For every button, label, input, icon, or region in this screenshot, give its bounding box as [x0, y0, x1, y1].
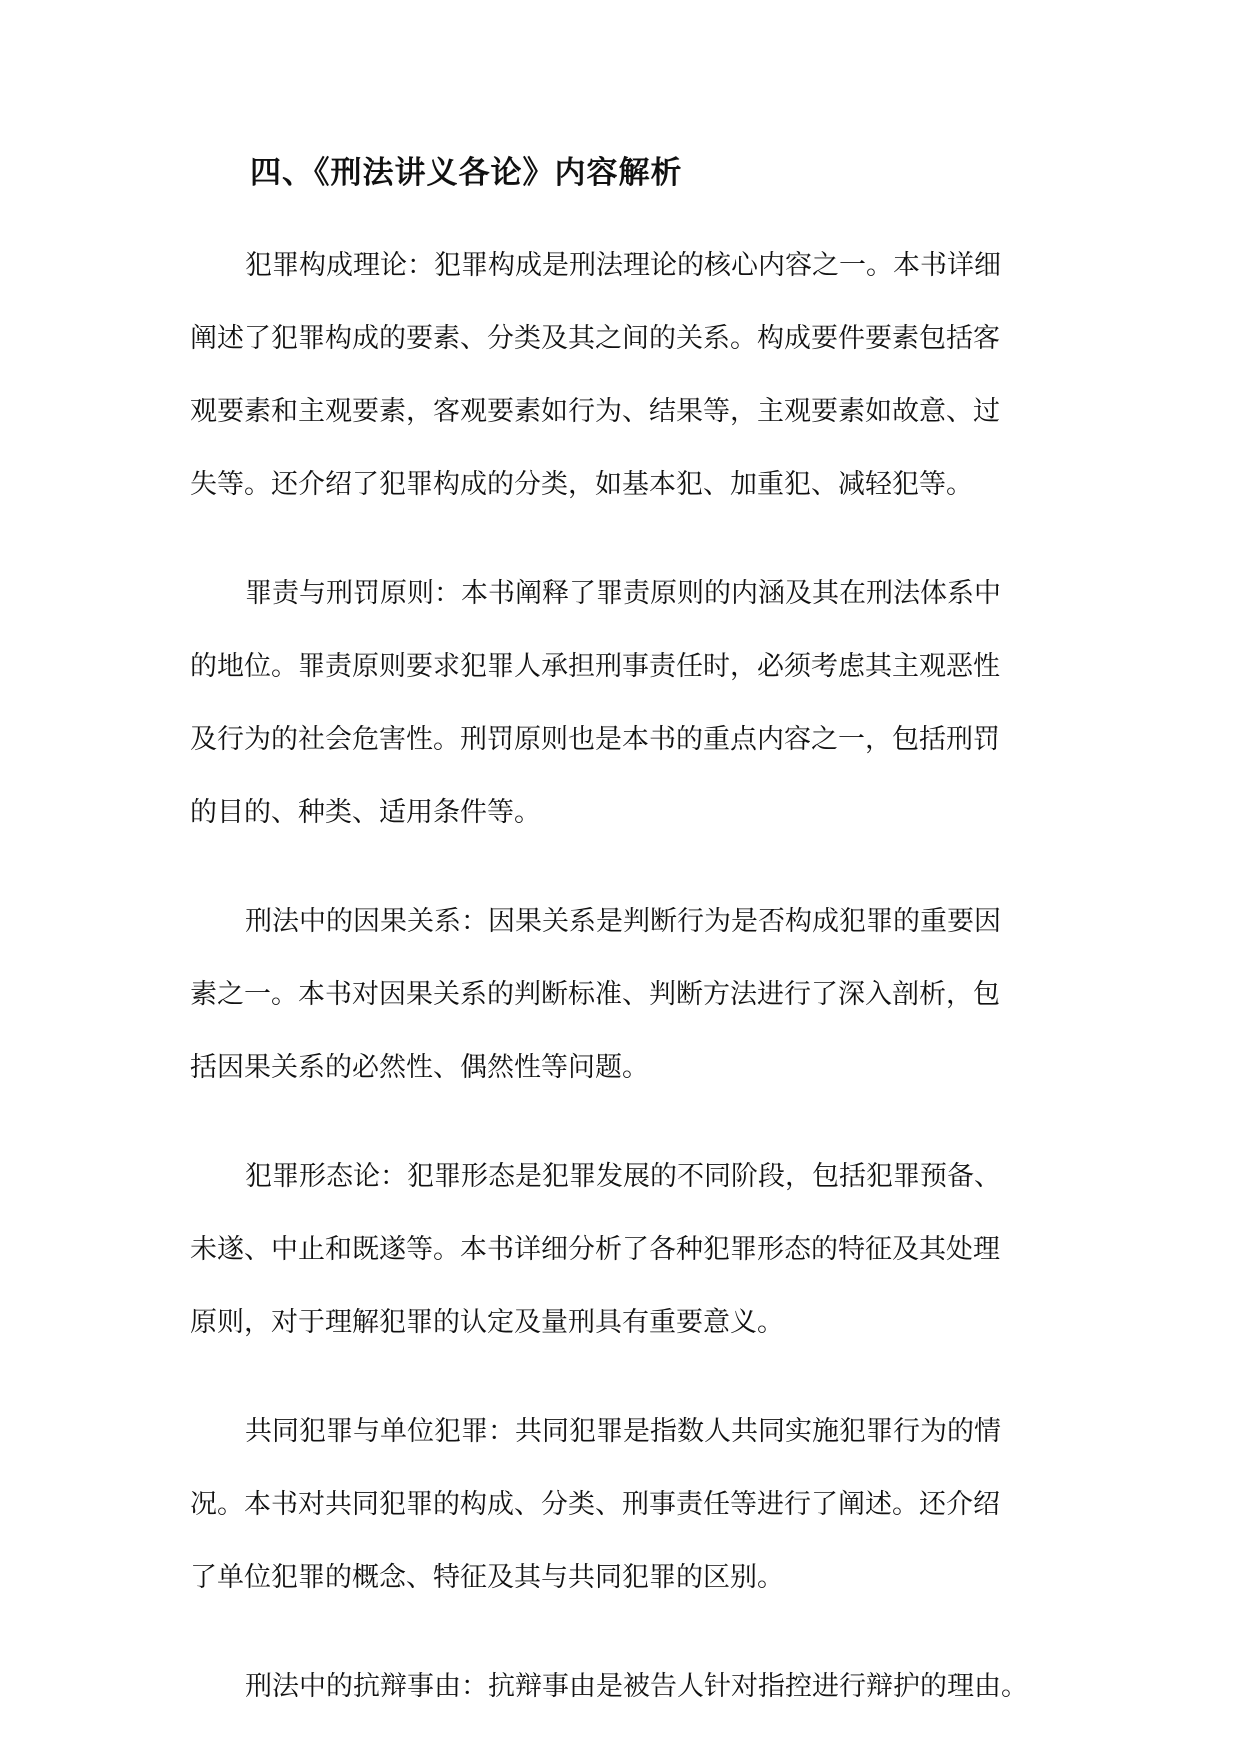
document-body: [190, 229, 1050, 1759]
paragraph-line: 罪责与刑罚原则：本书阐释了罪责原则的内涵及其在刑法体系中: [245, 578, 1001, 609]
paragraph-defenses: [190, 1650, 1050, 1723]
paragraph-line: 刑法中的抗辩事由：抗辩事由是被告人针对指控进行辩护的理由。: [245, 1671, 1028, 1702]
paragraph-line: 括因果关系的必然性、偶然性等问题。: [190, 1052, 649, 1083]
paragraph-line: 的地位。罪责原则要求犯罪人承担刑事责任时，必须考虑其主观恶性: [190, 651, 1000, 682]
paragraph-line: 阐述了犯罪构成的要素、分类及其之间的关系。构成要件要素包括客: [190, 323, 1000, 354]
paragraph-line: 刑法中的因果关系：因果关系是判断行为是否构成犯罪的重要因: [245, 906, 1001, 937]
paragraph-joint-unit-crime: [190, 1395, 1050, 1614]
paragraph-line: 的目的、种类、适用条件等。: [190, 797, 541, 828]
paragraph-crime-forms: [190, 1140, 1050, 1359]
paragraph-line: 犯罪形态论：犯罪形态是犯罪发展的不同阶段，包括犯罪预备、: [245, 1161, 1001, 1192]
paragraph-line: 及行为的社会危害性。刑罚原则也是本书的重点内容之一，包括刑罚: [190, 724, 1000, 755]
paragraph-line: 共同犯罪与单位犯罪：共同犯罪是指数人共同实施犯罪行为的情: [245, 1416, 1001, 1447]
section-heading: 四、《刑法讲义各论》内容解析: [250, 155, 683, 191]
paragraph-line: 素之一。本书对因果关系的判断标准、判断方法进行了深入剖析，包: [190, 979, 1000, 1010]
paragraph-crime-constitution: [190, 229, 1050, 521]
paragraph-culpability-punishment: [190, 557, 1050, 849]
paragraph-line: 失等。还介绍了犯罪构成的分类，如基本犯、加重犯、减轻犯等。: [190, 469, 973, 500]
paragraph-line: 况。本书对共同犯罪的构成、分类、刑事责任等进行了阐述。还介绍: [190, 1489, 1000, 1520]
paragraph-line: 了单位犯罪的概念、特征及其与共同犯罪的区别。: [190, 1562, 784, 1593]
paragraph-line: 观要素和主观要素，客观要素如行为、结果等，主观要素如故意、过: [190, 396, 1000, 427]
paragraph-line: 犯罪构成理论：犯罪构成是刑法理论的核心内容之一。本书详细: [245, 250, 1001, 281]
paragraph-causation: [190, 885, 1050, 1104]
paragraph-line: 未遂、中止和既遂等。本书详细分析了各种犯罪形态的特征及其处理: [190, 1234, 1000, 1265]
paragraph-line: 原则，对于理解犯罪的认定及量刑具有重要意义。: [190, 1307, 784, 1338]
